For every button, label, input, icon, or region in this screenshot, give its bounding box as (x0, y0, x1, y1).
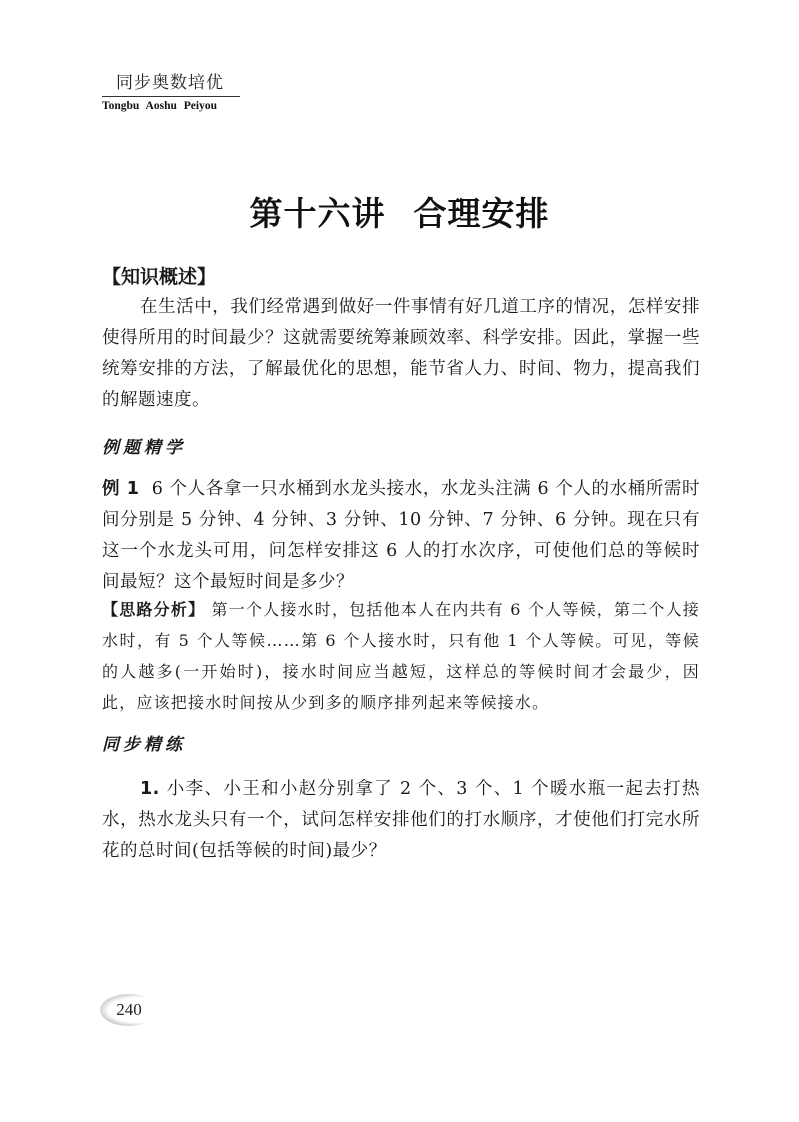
series-title-en: Tongbu Aoshu Peiyou (102, 100, 217, 112)
question-text: 小李、小王和小赵分别拿了 2 个、3 个、1 个暖水瓶一起去打热水，热水龙头只有一个，试问怎样安排他们的打水顺序，才使他们打完水所花的总时间(包括等候的时间)最少？ (102, 779, 700, 861)
series-title-cn: 同步奥数培优 (116, 73, 224, 93)
lecture-topic: 合理安排 (413, 194, 550, 233)
page-number-badge (100, 994, 158, 1026)
page-title (0, 188, 799, 235)
overview-text: 在生活中，我们经常遇到做好一件事情有好几道工序的情况，怎样安排使得所用的时间最少？这就需要统筹兼顾效率、科学安排。因此，掌握一些统筹安排的方法，了解最优化的思想，能节省人力、时间、物力，提高我们的解题速度。 (102, 297, 700, 410)
header-divider (102, 96, 240, 97)
practice-heading: 同步精练 (102, 735, 186, 755)
overview-heading: 【知识概述】 (102, 266, 217, 288)
example-1-label: 例 1 (102, 479, 140, 499)
question-number: 1. (140, 779, 160, 799)
page-number: 240 (116, 1000, 142, 1019)
examples-heading: 例题精学 (102, 438, 186, 458)
analysis-text: 第一个人接水时，包括他本人在内共有 6 个人等候，第二个人接水时，有 5 个人等候……第 6 个人接水时，只有他 1 个人等候。可见，等候的人越多(一开始时)，接水时间应当越短，这样总的等候时间才会最少，因此，应该把接水时间按从少到多的顺序排列起来等候接水。 (102, 600, 700, 712)
running-header (102, 72, 240, 112)
lecture-number: 第十六讲 (249, 194, 386, 233)
analysis (102, 594, 700, 718)
example-1 (102, 474, 700, 598)
example-1-text: 6 个人各拿一只水桶到水龙头接水，水龙头注满 6 个人的水桶所需时间分别是 5 分钟、4 分钟、3 分钟、10 分钟、7 分钟、6 分钟。现在只有这一个水龙头可用，问怎样安排这 6 人的打水次序，可使他们总的等候时间最短？这个最短时间是多少？ (102, 479, 700, 592)
practice-question-1 (102, 774, 700, 867)
analysis-label: 【思路分析】 (102, 600, 206, 619)
